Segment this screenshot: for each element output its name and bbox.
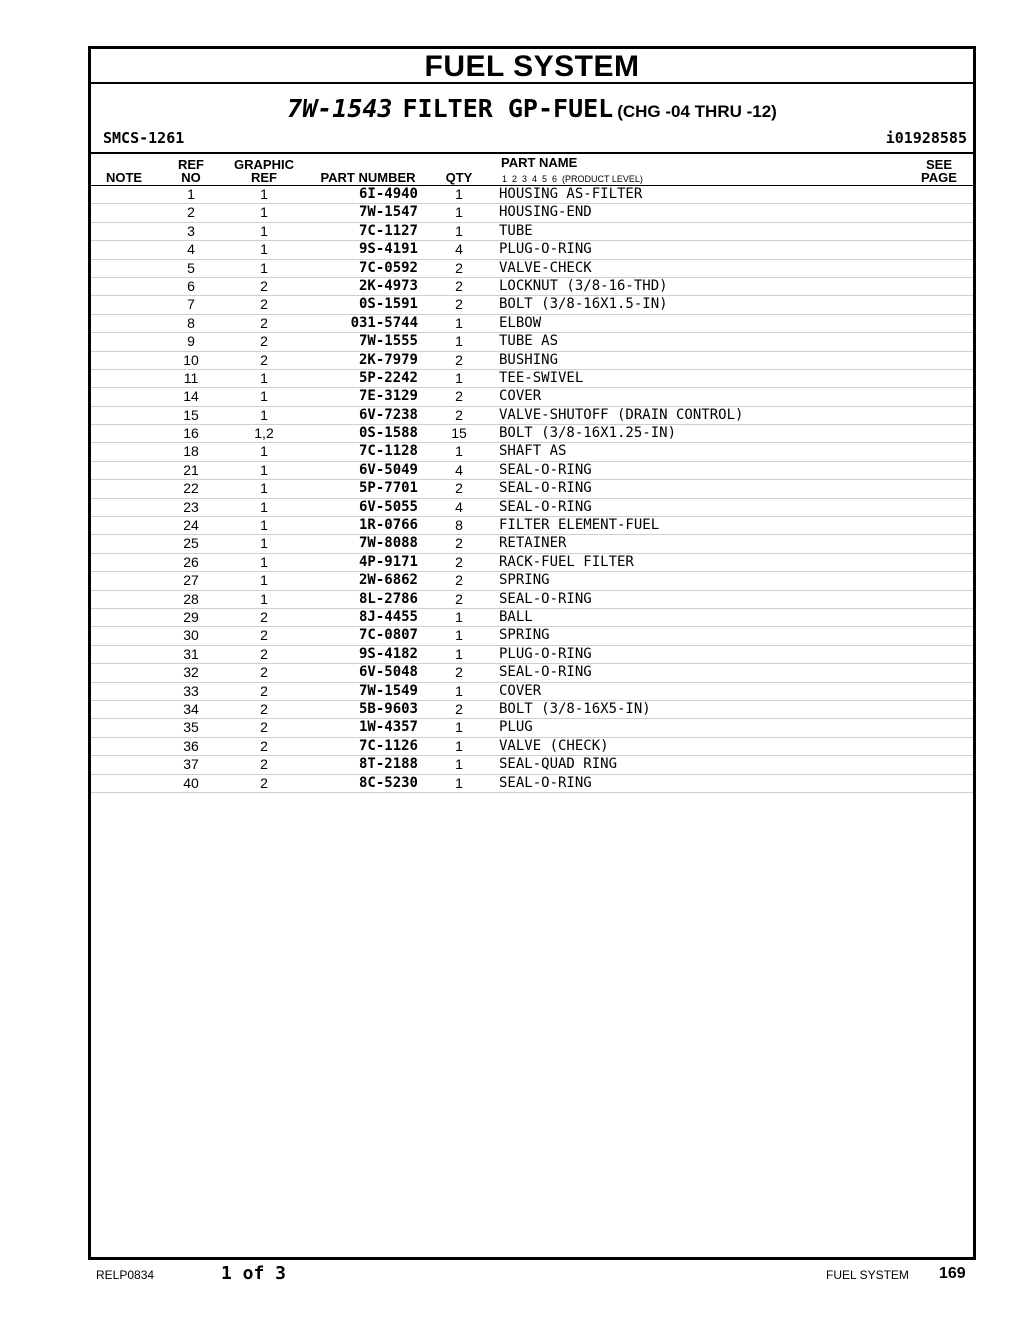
ref-no: 40	[183, 774, 199, 791]
graphic-ref: 1	[260, 388, 268, 405]
part-name: FILTER ELEMENT-FUEL	[499, 517, 660, 534]
table-row	[91, 517, 973, 535]
group-part-number: 7W-1543	[287, 94, 393, 123]
table-row	[91, 186, 973, 204]
quantity: 1	[455, 369, 463, 386]
col-note: NOTE	[105, 170, 143, 185]
illustration-id: i01928585	[885, 129, 967, 147]
part-name: SEAL-QUAD RING	[499, 756, 618, 773]
graphic-ref: 2	[260, 682, 268, 699]
table-row	[91, 664, 973, 682]
part-number: 6I-4940	[358, 186, 418, 202]
ref-no: 10	[183, 351, 199, 368]
graphic-ref: 2	[260, 700, 268, 717]
ref-no: 4	[187, 241, 195, 258]
quantity: 2	[455, 277, 463, 294]
graphic-ref: 1	[260, 204, 268, 221]
graphic-ref: 2	[260, 277, 268, 294]
quantity: 1	[455, 204, 463, 221]
part-name: VALVE (CHECK)	[499, 737, 609, 754]
table-row	[91, 627, 973, 645]
quantity: 1	[455, 314, 463, 331]
part-name: HOUSING-END	[499, 204, 592, 221]
graphic-ref: 1	[260, 535, 268, 552]
graphic-ref: 1	[260, 590, 268, 607]
quantity: 2	[455, 700, 463, 717]
part-name: ELBOW	[499, 314, 542, 331]
part-name: BOLT (3/8-16X1.5-IN)	[499, 296, 668, 313]
quantity: 4	[455, 461, 463, 478]
quantity: 2	[455, 296, 463, 313]
part-number: 9S-4191	[358, 241, 418, 258]
part-name: LOCKNUT (3/8-16-THD)	[499, 277, 668, 294]
part-name: SEAL-O-RING	[499, 461, 592, 478]
part-name: SEAL-O-RING	[499, 774, 592, 791]
part-number: 0S-1591	[358, 296, 418, 313]
quantity: 1	[455, 186, 463, 202]
part-number: 5P-2242	[358, 369, 418, 386]
part-name: SEAL-O-RING	[499, 664, 592, 681]
part-number: 7C-1128	[358, 443, 418, 460]
quantity: 1	[455, 682, 463, 699]
part-number: 5B-9603	[358, 700, 418, 717]
table-row	[91, 756, 973, 774]
graphic-ref: 2	[260, 645, 268, 662]
ref-no: 2	[187, 204, 195, 221]
group-change-range: (CHG -04 THRU -12)	[617, 102, 777, 121]
ref-no: 26	[183, 553, 199, 570]
graphic-ref: 2	[260, 627, 268, 644]
graphic-ref: 1	[260, 406, 268, 423]
graphic-ref: 1	[260, 369, 268, 386]
quantity: 2	[455, 590, 463, 607]
part-number: 8C-5230	[358, 774, 418, 791]
part-name: COVER	[499, 388, 542, 405]
product-level-scale: 1 2 3 4 5 6 (PRODUCT LEVEL)	[502, 174, 643, 184]
ref-no: 32	[183, 664, 199, 681]
ref-no: 6	[187, 277, 195, 294]
part-name: PLUG	[499, 719, 533, 736]
table-row	[91, 572, 973, 590]
quantity: 1	[455, 719, 463, 736]
footer-page-of: 1 of 3	[221, 1263, 287, 1284]
table-row	[91, 315, 973, 333]
ref-no: 7	[187, 296, 195, 313]
part-name: BOLT (3/8-16X1.25-IN)	[499, 425, 677, 442]
part-number: 2K-7979	[358, 351, 418, 368]
group-name: FILTER GP-FUEL	[402, 94, 614, 123]
table-row	[91, 352, 973, 370]
footer-doc-id: RELP0834	[96, 1268, 155, 1282]
ref-no: 9	[187, 333, 195, 350]
quantity: 2	[455, 535, 463, 552]
table-row	[91, 683, 973, 701]
table-row	[91, 241, 973, 259]
footer-section: FUEL SYSTEM	[826, 1268, 909, 1282]
parts-page-frame	[88, 46, 976, 1260]
part-number: 7W-1547	[358, 204, 418, 221]
part-number: 8J-4455	[358, 608, 418, 625]
graphic-ref: 2	[260, 756, 268, 773]
part-number: 7W-1549	[358, 682, 418, 699]
graphic-ref: 2	[260, 351, 268, 368]
part-number: 9S-4182	[358, 645, 418, 662]
quantity: 2	[455, 572, 463, 589]
table-row	[91, 719, 973, 737]
part-number: 6V-7238	[358, 406, 418, 423]
ref-no: 35	[183, 719, 199, 736]
graphic-ref: 1	[260, 443, 268, 460]
ref-no: 37	[183, 756, 199, 773]
graphic-ref: 1	[260, 572, 268, 589]
table-row	[91, 425, 973, 443]
table-row	[91, 278, 973, 296]
col-qty: QTY	[445, 170, 473, 185]
table-row	[91, 646, 973, 664]
table-row	[91, 591, 973, 609]
quantity: 2	[455, 553, 463, 570]
quantity: 1	[455, 333, 463, 350]
col-ref-bottom: NO	[181, 170, 201, 185]
graphic-ref: 2	[260, 774, 268, 791]
ref-no: 36	[183, 737, 199, 754]
part-name: RETAINER	[499, 535, 567, 552]
part-number: 2K-4973	[358, 277, 418, 294]
col-graphic-top: GRAPHIC	[234, 157, 294, 172]
table-row	[91, 296, 973, 314]
ref-no: 33	[183, 682, 199, 699]
quantity: 1	[455, 737, 463, 754]
part-number: 031-5744	[350, 314, 418, 331]
part-name: TUBE	[499, 222, 533, 239]
table-row	[91, 204, 973, 222]
table-row	[91, 462, 973, 480]
table-row	[91, 370, 973, 388]
ref-no: 18	[183, 443, 199, 460]
quantity: 2	[455, 259, 463, 276]
part-name: HOUSING AS-FILTER	[499, 186, 643, 202]
graphic-ref: 2	[260, 608, 268, 625]
part-name: PLUG-O-RING	[499, 241, 592, 258]
part-name: BOLT (3/8-16X5-IN)	[499, 700, 651, 717]
part-number: 0S-1588	[358, 425, 418, 442]
part-number: 8L-2786	[358, 590, 418, 607]
graphic-ref: 2	[260, 719, 268, 736]
part-number: 6V-5048	[358, 664, 418, 681]
part-name: SPRING	[499, 572, 550, 589]
table-row	[91, 609, 973, 627]
table-row	[91, 535, 973, 553]
ref-no: 25	[183, 535, 199, 552]
part-name: SPRING	[499, 627, 550, 644]
table-row	[91, 443, 973, 461]
quantity: 2	[455, 351, 463, 368]
part-number: 5P-7701	[358, 480, 418, 497]
ref-no: 24	[183, 517, 199, 534]
table-row	[91, 738, 973, 756]
col-part-number: PART NUMBER	[320, 170, 416, 185]
graphic-ref: 1	[260, 517, 268, 534]
footer-page-number: 169	[939, 1265, 966, 1282]
ref-no: 30	[183, 627, 199, 644]
ref-no: 27	[183, 572, 199, 589]
col-graphic-bottom: REF	[251, 170, 277, 185]
ref-no: 8	[187, 314, 195, 331]
part-name: TUBE AS	[499, 333, 559, 350]
graphic-ref: 1	[260, 461, 268, 478]
part-name: VALVE-CHECK	[499, 259, 592, 276]
graphic-ref: 1	[260, 259, 268, 276]
section-title: FUEL SYSTEM	[91, 49, 973, 84]
part-number: 7E-3129	[358, 388, 418, 405]
part-name: SEAL-O-RING	[499, 498, 592, 515]
graphic-ref: 1	[260, 498, 268, 515]
quantity: 1	[455, 608, 463, 625]
ref-no: 3	[187, 222, 195, 239]
table-row	[91, 260, 973, 278]
parts-table	[91, 186, 973, 793]
graphic-ref: 1	[260, 222, 268, 239]
quantity: 4	[455, 241, 463, 258]
table-row	[91, 554, 973, 572]
graphic-ref: 1	[260, 186, 268, 202]
part-name: RACK-FUEL FILTER	[499, 553, 634, 570]
ref-no: 1	[187, 186, 195, 202]
table-row	[91, 333, 973, 351]
part-name: COVER	[499, 682, 542, 699]
ref-no: 31	[183, 645, 199, 662]
part-name: BUSHING	[499, 351, 559, 368]
table-row	[91, 480, 973, 498]
quantity: 1	[455, 756, 463, 773]
table-row	[91, 701, 973, 719]
part-number: 7C-1127	[358, 222, 418, 239]
part-number: 8T-2188	[358, 756, 418, 773]
quantity: 15	[451, 425, 467, 442]
quantity: 1	[455, 774, 463, 791]
part-number: 7C-1126	[358, 737, 418, 754]
part-number: 7C-0807	[358, 627, 418, 644]
ref-no: 22	[183, 480, 199, 497]
part-name: SHAFT AS	[499, 443, 567, 460]
graphic-ref: 2	[260, 664, 268, 681]
quantity: 2	[455, 480, 463, 497]
part-number: 7W-1555	[358, 333, 418, 350]
part-name: BALL	[499, 608, 533, 625]
quantity: 1	[455, 627, 463, 644]
ref-no: 5	[187, 259, 195, 276]
part-number: 4P-9171	[358, 553, 418, 570]
part-name: SEAL-O-RING	[499, 590, 592, 607]
quantity: 2	[455, 406, 463, 423]
part-name: SEAL-O-RING	[499, 480, 592, 497]
graphic-ref: 2	[260, 296, 268, 313]
part-name: VALVE-SHUTOFF (DRAIN CONTROL)	[499, 406, 744, 423]
smcs-code: SMCS-1261	[103, 129, 185, 147]
graphic-ref: 2	[260, 314, 268, 331]
part-number: 2W-6862	[358, 572, 418, 589]
ref-no: 15	[183, 406, 199, 423]
graphic-ref: 1	[260, 553, 268, 570]
part-number: 6V-5049	[358, 461, 418, 478]
ref-no: 14	[183, 388, 199, 405]
table-row	[91, 407, 973, 425]
col-see-bottom: PAGE	[921, 170, 957, 185]
quantity: 2	[455, 388, 463, 405]
quantity: 8	[455, 517, 463, 534]
col-part-name: PART NAME	[501, 155, 578, 170]
ref-no: 16	[183, 425, 199, 442]
graphic-ref: 2	[260, 737, 268, 754]
header-divider	[91, 152, 973, 154]
table-row	[91, 388, 973, 406]
ref-no: 29	[183, 608, 199, 625]
ref-no: 11	[183, 369, 199, 386]
table-row	[91, 499, 973, 517]
part-name: TEE-SWIVEL	[499, 369, 584, 386]
part-number: 1R-0766	[358, 517, 418, 534]
table-row	[91, 223, 973, 241]
quantity: 1	[455, 443, 463, 460]
ref-no: 34	[183, 700, 199, 717]
part-number: 6V-5055	[358, 498, 418, 515]
part-number: 7C-0592	[358, 259, 418, 276]
graphic-ref: 2	[260, 333, 268, 350]
quantity: 4	[455, 498, 463, 515]
part-name: PLUG-O-RING	[499, 645, 592, 662]
part-number: 1W-4357	[358, 719, 418, 736]
ref-no: 23	[183, 498, 199, 515]
ref-no: 28	[183, 590, 199, 607]
graphic-ref: 1,2	[254, 425, 274, 442]
quantity: 1	[455, 222, 463, 239]
ref-no: 21	[183, 461, 199, 478]
quantity: 1	[455, 645, 463, 662]
graphic-ref: 1	[260, 480, 268, 497]
table-row	[91, 775, 973, 793]
quantity: 2	[455, 664, 463, 681]
group-title	[91, 94, 973, 128]
part-number: 7W-8088	[358, 535, 418, 552]
graphic-ref: 1	[260, 241, 268, 258]
col-ref-top: REF	[178, 157, 204, 172]
col-see-top: SEE	[925, 157, 952, 172]
